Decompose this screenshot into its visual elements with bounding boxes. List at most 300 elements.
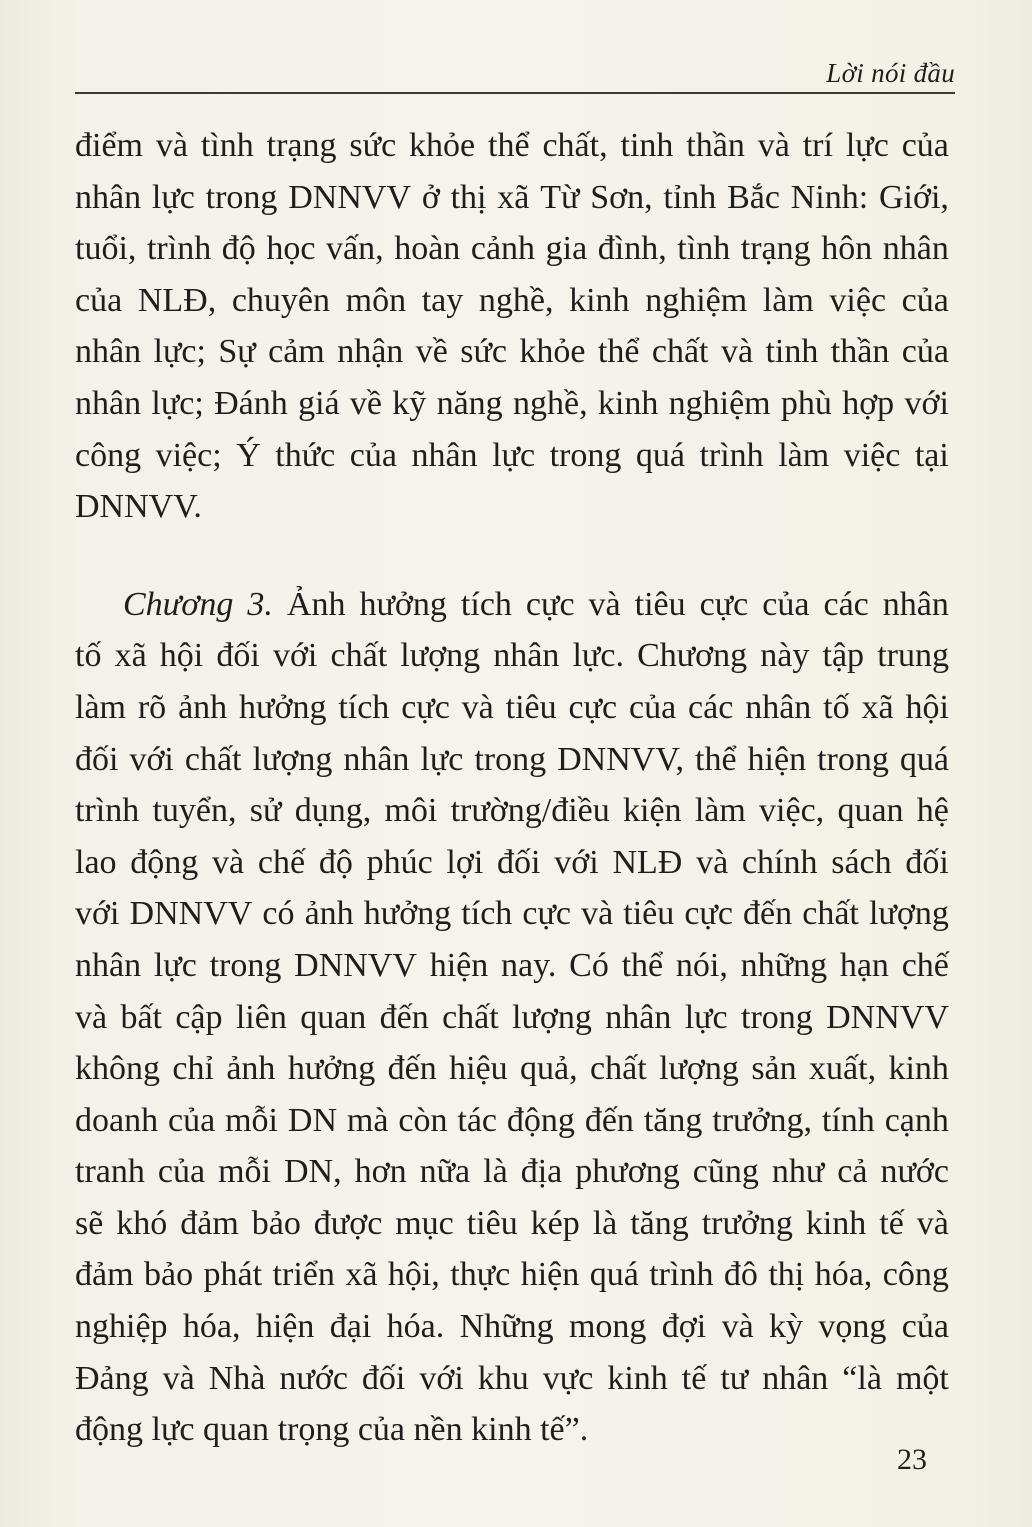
word: xã	[114, 637, 147, 675]
text-line	[75, 172, 949, 224]
word: thị	[450, 178, 487, 216]
word: các	[823, 585, 869, 623]
word: kiện	[623, 792, 682, 830]
word: khó	[116, 1204, 168, 1242]
word: lực;	[153, 333, 206, 371]
word: chất	[802, 895, 859, 933]
word: tính	[821, 1101, 875, 1139]
word: Ý	[236, 436, 261, 474]
word: DNNVV,	[557, 740, 685, 778]
word: DNNVV.	[75, 488, 202, 526]
word: chính	[741, 843, 818, 881]
word: trình	[75, 792, 140, 830]
word: trong	[209, 946, 282, 984]
word: trong	[205, 178, 278, 216]
word: thần	[830, 333, 890, 371]
text-line	[75, 682, 949, 734]
word: kép	[530, 1204, 580, 1242]
word: cực	[684, 895, 733, 933]
word: môn	[345, 281, 407, 319]
word: rõ	[137, 688, 167, 726]
word: chất	[442, 998, 499, 1036]
word: nhân	[343, 740, 410, 778]
word: Sơn,	[590, 178, 653, 216]
word: đến	[379, 998, 429, 1036]
text-line	[75, 1198, 949, 1250]
word: việc;	[155, 436, 222, 474]
word: hội,	[387, 1256, 440, 1294]
word: nhân	[75, 946, 142, 984]
word: lực;	[151, 384, 204, 422]
word: thể	[488, 127, 530, 164]
word: tinh	[765, 333, 819, 371]
word: của	[168, 1101, 216, 1139]
word: nhân	[75, 178, 142, 216]
word: Giới,	[878, 178, 949, 216]
word: bất	[120, 998, 162, 1036]
word: lượng	[400, 637, 481, 675]
word: những	[740, 946, 828, 984]
word: và	[696, 843, 729, 881]
word: lợi	[446, 843, 484, 881]
word: lượng	[868, 895, 949, 933]
word: ở	[421, 178, 440, 216]
word: này	[760, 637, 810, 675]
word: cảnh	[470, 230, 536, 268]
word: hóa,	[814, 1256, 873, 1294]
word: tình	[677, 230, 731, 268]
word: nhận	[337, 333, 404, 371]
word: quan	[837, 792, 904, 830]
word: kinh	[607, 1359, 668, 1397]
word: trạng	[740, 230, 811, 268]
word: với	[419, 1359, 464, 1397]
word: hội	[159, 637, 204, 675]
word: DN,	[284, 1153, 342, 1191]
word: việc	[829, 281, 887, 319]
word: công	[75, 436, 142, 474]
word: nền	[413, 1411, 463, 1449]
word: nước	[880, 1153, 949, 1191]
word: đối	[905, 843, 949, 881]
word: vọng	[818, 1308, 887, 1346]
word: bảo	[144, 1256, 194, 1294]
word: nay.	[501, 946, 557, 984]
text-line	[75, 326, 949, 378]
word: lực	[492, 436, 536, 474]
word: sẽ	[75, 1204, 104, 1242]
word: đại	[329, 1308, 372, 1346]
word: năng	[436, 384, 503, 422]
word: lực	[153, 946, 197, 984]
word: thể	[621, 946, 664, 984]
word: tích	[338, 688, 390, 726]
word: nhân	[75, 333, 142, 371]
word: Đảng	[75, 1359, 149, 1397]
word: kinh	[888, 1050, 949, 1088]
word: và	[75, 998, 108, 1036]
word: là	[483, 1153, 508, 1191]
word: hưởng	[287, 1050, 376, 1088]
word: nghiệm	[668, 384, 771, 422]
word: sức	[349, 127, 397, 164]
word: hóa,	[182, 1308, 241, 1346]
word: ảnh	[226, 1050, 276, 1088]
word: Những	[459, 1308, 554, 1346]
word: NLĐ	[612, 843, 683, 881]
word: của	[75, 281, 123, 319]
word: các	[688, 688, 734, 726]
word: dụng,	[294, 792, 372, 830]
word: trình	[699, 436, 764, 474]
word: đến	[387, 1050, 437, 1088]
word: một	[895, 1359, 949, 1397]
word: xã	[861, 688, 894, 726]
word: cập	[175, 998, 223, 1036]
word: và	[916, 1204, 949, 1242]
word: sách	[831, 843, 892, 881]
word: trưởng,	[712, 1101, 812, 1139]
word: chế	[257, 843, 306, 881]
word: nhân	[882, 585, 949, 623]
text-line	[75, 940, 949, 992]
word: kỹ	[392, 384, 427, 422]
word: việc	[843, 436, 901, 474]
word: cực	[401, 688, 450, 726]
word: tình	[200, 127, 254, 164]
word: cả	[837, 1153, 868, 1191]
word: hiệu	[449, 1050, 508, 1088]
word: trọng	[277, 1411, 350, 1449]
word: DNNVV	[826, 998, 949, 1036]
word: trình	[146, 230, 212, 268]
word: triển	[272, 1256, 335, 1294]
word: ảnh	[178, 688, 228, 726]
word: thức	[275, 436, 336, 474]
word: xã	[345, 1256, 378, 1294]
word: tế	[879, 1204, 904, 1242]
word: làm	[75, 688, 126, 726]
word: nhân	[762, 1359, 829, 1397]
word: tiêu	[623, 895, 675, 933]
word: đảm	[180, 1204, 239, 1242]
word: hiện	[255, 1308, 315, 1346]
word: hơn	[354, 1153, 407, 1191]
word: phát	[203, 1256, 263, 1294]
text-line	[75, 120, 949, 172]
word: cực	[568, 688, 618, 726]
word: được	[313, 1204, 383, 1242]
word: hội	[905, 688, 949, 726]
word: tranh	[75, 1153, 145, 1191]
word: giá	[298, 384, 340, 422]
word: doanh	[75, 1101, 159, 1139]
text-line	[75, 888, 949, 940]
word: quá	[635, 436, 685, 474]
word: của	[901, 1308, 949, 1346]
word: với	[904, 384, 949, 422]
word: của	[157, 1153, 206, 1191]
text-line	[75, 1404, 949, 1456]
word: học	[266, 230, 316, 268]
word: quá	[589, 1256, 639, 1294]
word: môi	[384, 792, 438, 830]
word: cảm	[268, 333, 325, 371]
word: chất	[184, 740, 242, 778]
word: mong	[568, 1308, 647, 1346]
word: độ	[318, 843, 353, 881]
word: đô	[723, 1256, 758, 1294]
word: và	[720, 333, 754, 371]
word: có	[262, 895, 295, 933]
word: chỉ	[172, 1050, 214, 1088]
word: nhân	[605, 998, 672, 1036]
chapter-label-word: Chương	[123, 585, 234, 623]
word: đối	[497, 843, 541, 881]
word: lượng	[512, 998, 592, 1036]
word: mục	[395, 1204, 454, 1242]
word: đảm	[75, 1256, 134, 1294]
text-line	[75, 1301, 949, 1353]
word: Chương	[637, 637, 748, 675]
word: đợi	[661, 1308, 707, 1346]
word: độ	[221, 230, 256, 268]
word: tập	[822, 637, 865, 675]
word: DNNVV	[288, 178, 412, 216]
text-line	[75, 630, 949, 682]
word: khu	[477, 1359, 529, 1397]
word: làm	[762, 281, 814, 319]
text-line	[75, 579, 949, 631]
word: động	[506, 1101, 575, 1139]
word: nhân	[411, 436, 478, 474]
word: Đánh	[214, 384, 288, 422]
word: chất	[330, 637, 388, 675]
word: hiện	[747, 740, 807, 778]
word: làm	[778, 436, 830, 474]
word: về	[415, 333, 448, 371]
text-line	[75, 1043, 949, 1095]
word: gia	[545, 230, 588, 268]
word: DNNVV	[294, 946, 417, 984]
word: thần	[686, 127, 745, 164]
word: kinh	[805, 1204, 867, 1242]
word: chất	[651, 333, 709, 371]
word: chuyên	[231, 281, 331, 319]
word: và	[721, 1308, 754, 1346]
word: ảnh	[304, 895, 354, 933]
word: trong	[817, 740, 889, 778]
word: tế”.	[540, 1411, 589, 1449]
word: tố	[823, 688, 850, 726]
word: trong	[741, 998, 813, 1036]
word: Bắc	[727, 178, 780, 216]
word: tăng	[643, 1101, 703, 1139]
word: tiêu	[466, 1204, 518, 1242]
word: trình	[649, 1256, 714, 1294]
word: nước	[279, 1359, 348, 1397]
word: lực.	[572, 637, 624, 675]
word: chế	[901, 946, 949, 984]
word: vấn,	[326, 230, 384, 268]
word: động	[75, 1411, 143, 1449]
word: kinh	[471, 1411, 532, 1449]
word: xuất,	[809, 1050, 877, 1088]
word: Có	[569, 946, 609, 984]
word: tác	[457, 1101, 498, 1139]
word: là	[592, 1204, 618, 1242]
word: lượng	[659, 1050, 739, 1088]
word: nữa	[419, 1153, 471, 1191]
word: lao	[75, 843, 117, 881]
word: hiện	[520, 1256, 580, 1294]
word: đến	[743, 895, 793, 933]
word: tuyển,	[152, 792, 237, 830]
word: của	[762, 585, 810, 623]
word: nghề,	[512, 384, 588, 422]
word: nhân	[75, 384, 142, 422]
word: nghiệp	[75, 1308, 168, 1346]
page-number: 23	[897, 1443, 927, 1476]
word: cực	[525, 585, 575, 623]
word: NLĐ,	[137, 281, 217, 319]
word: lực	[151, 1411, 195, 1449]
word: và	[757, 127, 790, 164]
word: trong	[549, 436, 622, 474]
word: liên	[235, 998, 287, 1036]
word: đối	[75, 740, 119, 778]
word: lực	[151, 178, 195, 216]
text-line	[75, 275, 949, 327]
word: trong	[474, 740, 547, 778]
word: đối	[216, 637, 260, 675]
word: nghề,	[478, 281, 554, 319]
word: làm	[694, 792, 746, 830]
word: tế	[681, 1359, 707, 1397]
word: của	[628, 688, 677, 726]
word: lực	[845, 127, 889, 164]
word: khỏe	[409, 127, 476, 164]
word: cạnh	[884, 1101, 949, 1139]
word: điểm	[75, 127, 143, 164]
word: tư	[720, 1359, 749, 1397]
word: động	[130, 843, 199, 881]
word: quá	[899, 740, 949, 778]
word: không	[75, 1050, 160, 1088]
word: kỳ	[769, 1308, 804, 1346]
word: quả,	[520, 1050, 578, 1088]
word: bảo	[251, 1204, 301, 1242]
word: của	[901, 333, 949, 371]
word: DN	[287, 1101, 338, 1139]
word: khỏe	[519, 333, 586, 371]
word: vực	[542, 1359, 594, 1397]
word: tại	[914, 436, 949, 474]
word: tuổi,	[75, 230, 137, 268]
word: tinh	[620, 127, 674, 164]
text-line	[75, 430, 949, 482]
word: thể	[597, 333, 640, 371]
word: trường/điều	[450, 792, 610, 830]
word: mà	[346, 1101, 389, 1139]
word: tố	[75, 637, 102, 675]
word: đến	[584, 1101, 634, 1139]
word: trí	[802, 127, 833, 164]
word: thực	[450, 1256, 511, 1294]
word: thể	[695, 740, 737, 778]
word: mỗi	[225, 1101, 278, 1139]
word: với	[272, 637, 318, 675]
word: đình,	[597, 230, 667, 268]
text-line	[75, 1249, 949, 1301]
word: xã	[497, 178, 530, 216]
word: quan	[300, 998, 367, 1036]
word: hưởng	[239, 688, 327, 726]
word: của	[349, 436, 397, 474]
word: như	[771, 1153, 825, 1191]
word: hạn	[839, 946, 889, 984]
word: nhân	[745, 688, 812, 726]
text-line	[75, 481, 949, 533]
word: kinh	[569, 281, 630, 319]
word: hưởng	[359, 585, 447, 623]
word: tiêu	[634, 585, 686, 623]
word: tích	[461, 895, 513, 933]
word: DNNVV	[129, 895, 253, 933]
word: nhân	[493, 637, 560, 675]
word: thị	[768, 1256, 805, 1294]
word: lực	[420, 740, 464, 778]
paragraph	[75, 579, 949, 1456]
word: và	[162, 1359, 195, 1397]
word: hiện	[429, 946, 489, 984]
word: trạng	[266, 127, 337, 164]
word: hoàn	[394, 230, 461, 268]
text-line	[75, 1353, 949, 1405]
word: tăng	[630, 1204, 689, 1242]
word: “là	[842, 1359, 882, 1397]
word: Ninh:	[790, 178, 869, 216]
word: lực	[684, 998, 728, 1036]
word: với	[75, 895, 120, 933]
word: trung	[877, 637, 949, 675]
word: với	[554, 843, 599, 881]
word: Sự	[218, 333, 256, 371]
text-line	[75, 734, 949, 786]
word: tích	[460, 585, 512, 623]
word: phương	[575, 1153, 680, 1191]
word: sản	[751, 1050, 797, 1088]
running-head: Lời nói đầu	[826, 58, 955, 88]
word: lượng	[252, 740, 333, 778]
word: và	[581, 895, 614, 933]
word: phúc	[366, 843, 433, 881]
word: kinh	[597, 384, 659, 422]
word: của	[901, 281, 949, 319]
word: địa	[520, 1153, 563, 1191]
word: và	[461, 688, 494, 726]
word: cực	[699, 585, 749, 623]
word: Nhà	[208, 1359, 266, 1397]
word: hôn	[821, 230, 873, 268]
chapter-label-word: 3.	[247, 585, 273, 623]
word: trưởng	[701, 1204, 793, 1242]
word: chất,	[542, 127, 608, 164]
word: hệ	[916, 792, 949, 830]
word: nói,	[675, 946, 728, 984]
word: của	[901, 127, 949, 164]
text-line	[75, 785, 949, 837]
